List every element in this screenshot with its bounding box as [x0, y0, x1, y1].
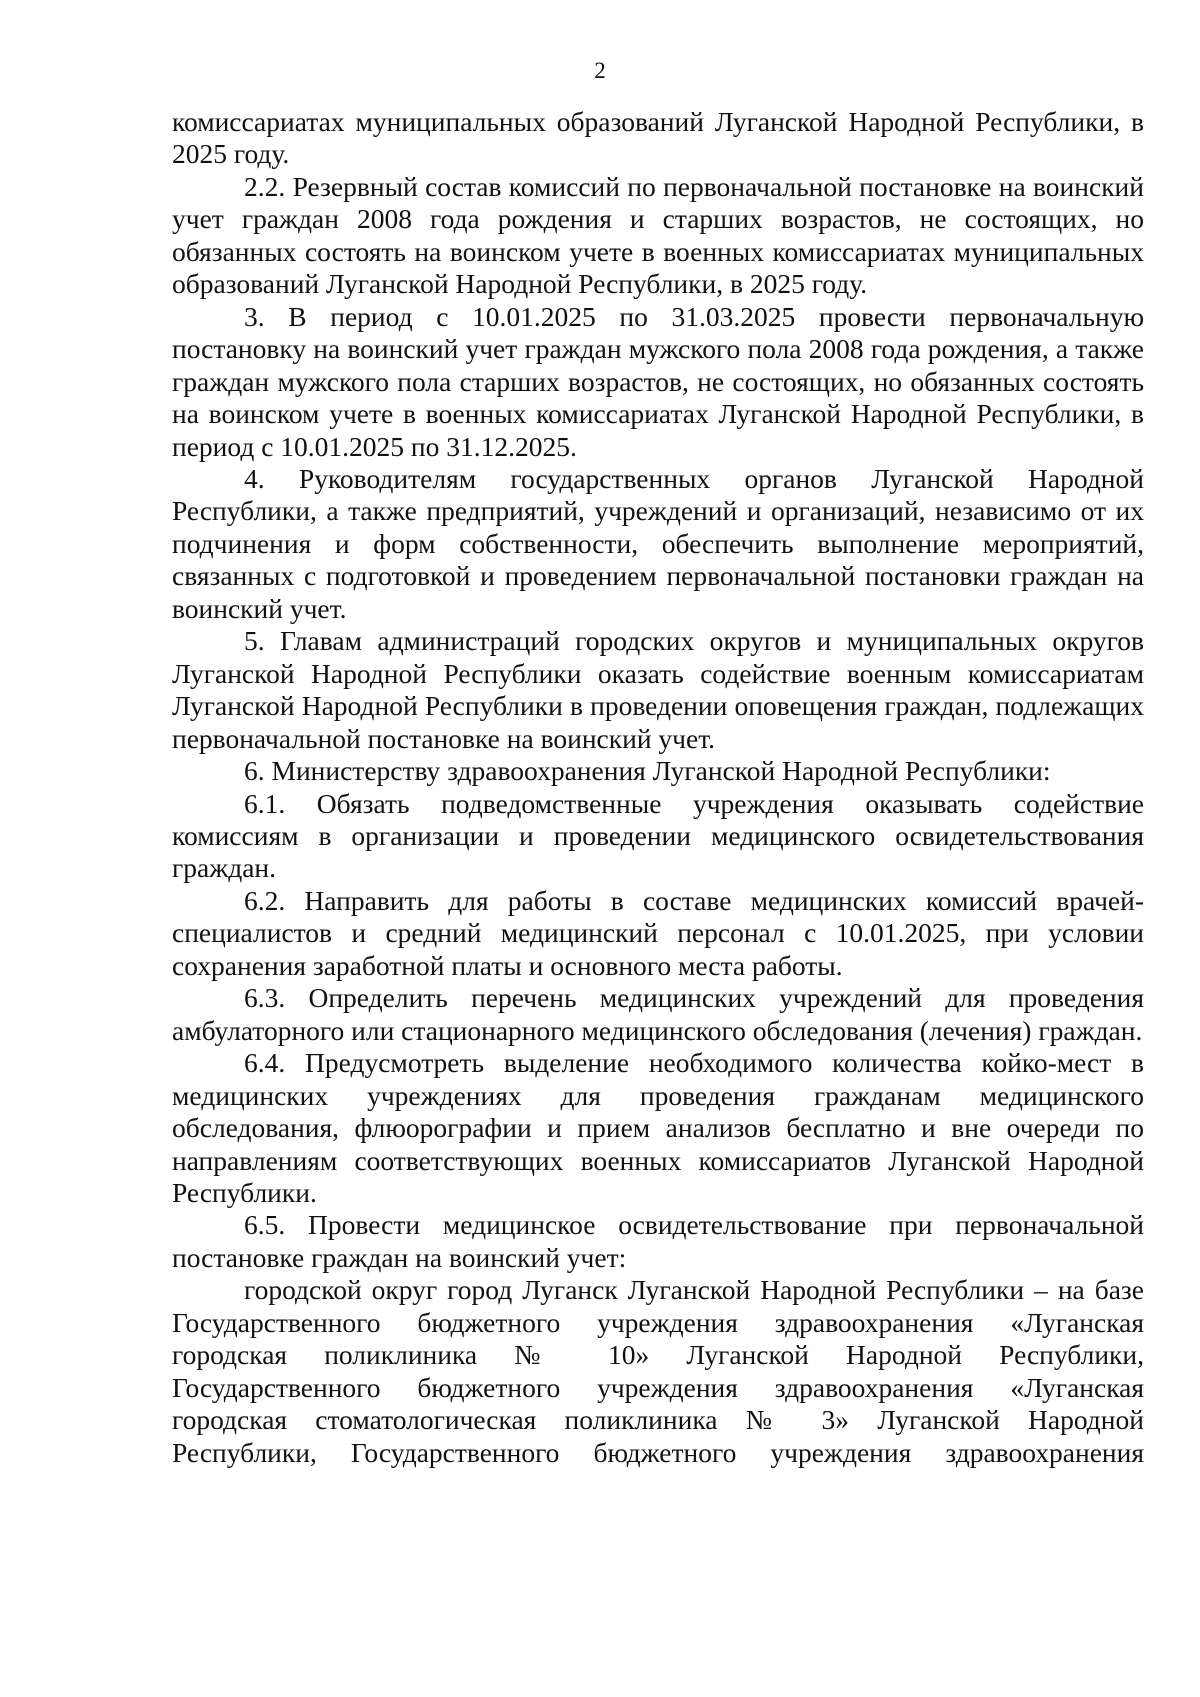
- paragraph-3: 3. В период с 10.01.2025 по 31.03.2025 провести первоначальную постановку на воинский учет граждан мужского пола 2008 года рождения, а также граждан мужского пола старших возрастов, не состоящих, но обязанных состоять на воинском учете в военных комиссариатах Луганской Народной Республики, в период с 10.01.2025 по 31.12.2025.: [172, 300, 1144, 462]
- document-body: [172, 106, 1144, 1469]
- paragraph-continuation: комиссариатах муниципальных образований Луганской Народной Республики, в 2025 году.: [172, 106, 1144, 170]
- page-number: 2: [594, 58, 606, 83]
- paragraph-6-4: 6.4. Предусмотреть выделение необходимого количества койко-мест в медицинских учреждениях для проведения гражданам медицинского обследования, флюорографии и прием анализов бесплатно и вне очереди по направлениям соответствующих военных комиссариатов Луганской Народной Республики.: [172, 1047, 1144, 1208]
- paragraph-2-2: 2.2. Резервный состав комиссий по первоначальной постановке на воинский учет граждан 2008 года рождения и старших возрастов, не состоящих, но обязанных состоять на воинском учете в военных комиссариатах муниципальных образований Луганской Народной Республики, в 2025 году.: [172, 170, 1144, 300]
- paragraph-6-1: 6.1. Обязать подведомственные учреждения оказывать содействие комиссиям в организации и проведении медицинского освидетельствования граждан.: [172, 787, 1144, 884]
- paragraph-6-5: 6.5. Провести медицинское освидетельствование при первоначальной постановке граждан на воинский учет:: [172, 1209, 1144, 1273]
- paragraph-lugansk-city: городской округ город Луганск Луганской Народной Республики – на базе Государственного бюджетного учреждения здравоохранения «Луганская городская поликлиника № 10» Луганской Народной Республики, Государственного бюджетного учреждения здравоохранения «Луганская городская стоматологическая поликлиника № 3» Луганской Народной Республики, Государственного бюджетного учреждения здравоохранения: [172, 1274, 1144, 1468]
- paragraph-6-3: 6.3. Определить перечень медицинских учреждений для проведения амбулаторного или стационарного медицинского обследования (лечения) граждан.: [172, 982, 1144, 1046]
- paragraph-6-2: 6.2. Направить для работы в составе медицинских комиссий врачей-специалистов и средний медицинский персонал с 10.01.2025, при условии сохранения заработной платы и основного места работы.: [172, 884, 1144, 981]
- paragraph-5: 5. Главам администраций городских округов и муниципальных округов Луганской Народной Республики оказать содействие военным комиссариатам Луганской Народной Республики в проведении оповещения граждан, подлежащих первоначальной постановке на воинский учет.: [172, 625, 1144, 754]
- paragraph-4: 4. Руководителям государственных органов Луганской Народной Республики, а также предприятий, учреждений и организаций, независимо от их подчинения и форм собственности, обеспечить выполнение мероприятий, связанных с подготовкой и проведением первоначальной постановки граждан на воинский учет.: [172, 462, 1144, 624]
- paragraph-6: 6. Министерству здравоохранения Луганской Народной Республики:: [244, 755, 1051, 787]
